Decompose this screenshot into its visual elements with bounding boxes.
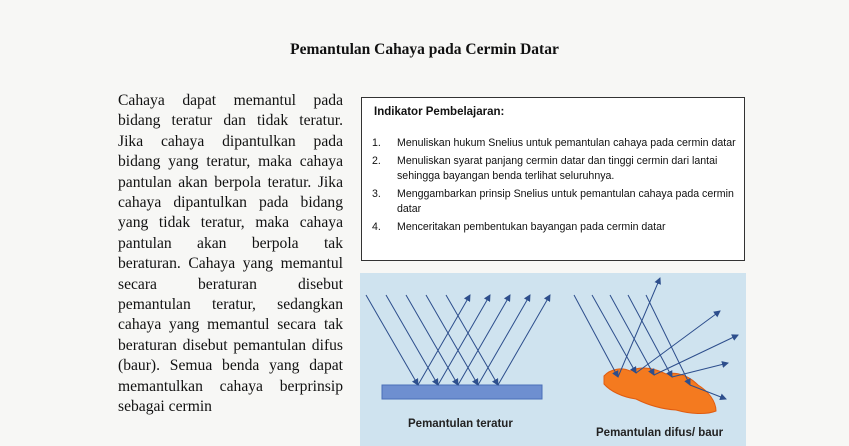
indicator-number: 1. [372,137,381,149]
indicator-box [361,97,745,261]
indicator-text: Menggambarkan prinsip Snelius untuk pemantulan cahaya pada cermin datar [397,188,734,215]
indicator-text: Menceritakan pembentukan bayangan pada cermin datar [397,221,666,233]
reflected-ray [418,295,470,385]
body-paragraph: Cahaya dapat memantul pada bidang teratur dan tidak teratur. Jika cahaya dipantulkan pada bidang yang teratur, maka cahaya pantulan akan berpola teratur. Jika cahaya dipantulkan pada bidang yang tidak teratur, maka cahaya pantulan akan berpola tak beraturan. Cahaya yang memantul secara beraturan disebut pemantulan teratur, sedangkan cahaya yang memantul secara tak beraturan disebut pemantulan difus (baur). Semua benda yang dapat memantulkan cahaya berprinsip sebagai cermin [118,92,343,416]
flat-mirror [382,385,542,399]
indicator-item [372,136,737,151]
caption-diffuse-reflection: Pemantulan difus/ baur [596,427,724,439]
indicator-text: Menuliskan hukum Snelius untuk pemantulan cahaya pada cermin datar [397,137,736,149]
scattered-ray [654,335,738,375]
reflected-ray [458,295,510,385]
indicator-number: 3. [372,188,381,200]
page-title: Pemantulan Cahaya pada Cermin Datar [290,41,559,58]
incident-ray [406,295,458,385]
incident-ray [386,295,438,385]
rough-surface [604,368,716,414]
indicator-item [372,154,737,184]
indicator-text: Menuliskan syarat panjang cermin datar dan tinggi cermin dari lantai sehingga bayangan benda terlihat seluruhnya. [397,155,718,182]
reflected-ray [478,295,530,385]
incident-ray [366,295,418,385]
incident-ray [628,295,672,377]
indicator-list [372,136,737,238]
reflected-ray [438,295,490,385]
indicator-number: 4. [372,221,381,233]
scattered-ray [618,278,660,377]
reflected-ray [498,295,550,385]
incident-ray [446,295,498,385]
reflection-figure [360,273,746,446]
indicator-item [372,220,737,235]
indicator-number: 2. [372,155,381,167]
indicator-item [372,187,737,217]
incident-ray [574,295,618,377]
indicator-heading: Indikator Pembelajaran: [374,106,505,118]
incident-ray [426,295,478,385]
caption-regular-reflection: Pemantulan teratur [408,418,513,430]
incident-ray [592,295,636,373]
